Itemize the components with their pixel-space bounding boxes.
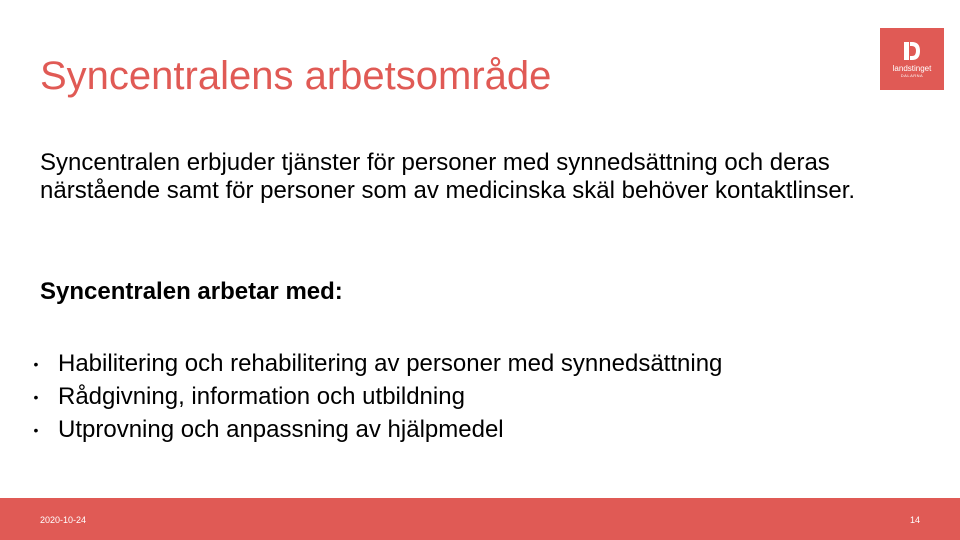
slide-title: Syncentralens arbetsområde (40, 54, 552, 98)
landsting-logo-icon (880, 36, 944, 64)
list-item-text: Utprovning och anpassning av hjälpmedel (58, 416, 504, 443)
logo-wordmark: landstinget (892, 64, 932, 73)
logo-subtitle: DALARNA (900, 73, 924, 78)
page-number: 14 (909, 515, 920, 525)
organization-logo (880, 28, 944, 90)
list-item-text: Rådgivning, information och utbildning (58, 383, 465, 410)
bullet-icon: • (33, 422, 39, 438)
section-subheading: Syncentralen arbetar med: (40, 278, 343, 305)
footer-date: 2020-10-24 (40, 515, 87, 525)
list-item-text: Habilitering och rehabilitering av personer med synnedsättning (58, 350, 723, 377)
footer-bar (0, 498, 960, 540)
intro-paragraph: Syncentralen erbjuder tjänster för personer med synnedsättning och deras närstående samt för personer som av medicinska skäl behöver kontaktlinser. (40, 149, 856, 204)
bullet-icon: • (33, 389, 39, 405)
bullet-icon: • (33, 356, 39, 372)
